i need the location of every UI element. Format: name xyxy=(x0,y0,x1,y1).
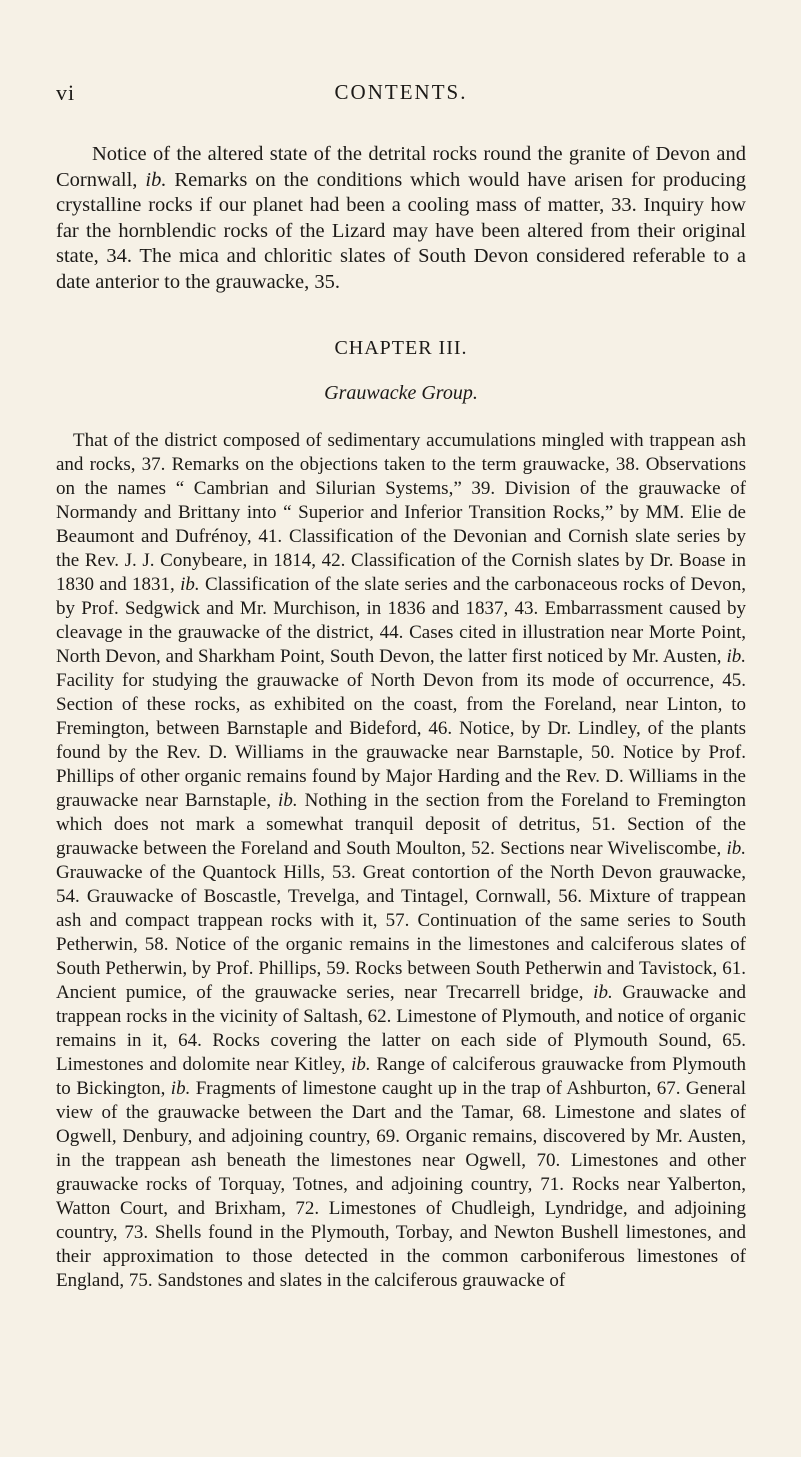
running-head xyxy=(56,80,746,124)
ibid-abbreviation: ib. xyxy=(278,790,298,811)
chapter-heading: CHAPTER III. xyxy=(334,337,468,359)
ibid-abbreviation: ib. xyxy=(170,1078,191,1099)
intro-paragraph: Notice of the altered state of the detrital rocks round the granite of Devon and Cornwall, ib. Remarks on the conditions which would have arisen for producing crystalline rocks if our planet had been a cooling mass of matter, 33. Inquiry how far the hornblendic rocks of the Lizard may have been altered from their original state, 34. The mica and chloritic slates of South Devon considered referable to a date anterior to the grauwacke, 35. xyxy=(56,143,746,293)
ibid-abbreviation: ib. xyxy=(180,574,200,595)
ibid-abbreviation: ib. xyxy=(726,838,746,859)
running-head-title: CONTENTS. xyxy=(334,80,468,104)
chapter-summary-paragraph: That of the district composed of sedimentary accumulations mingled with trappean ash and rocks, 37. Remarks on the objections taken to the term grauwacke, 38. Observations on the names “ Cambrian and Silurian Systems,” 39. Division of the grauwacke of Normandy and Brittany into “ Superior and Inferior Transition Rocks,” by MM. Elie de Beaumont and Dufrénoy, 41. Classification of the Devonian and Cornish slate series by the Rev. J. J. Conybeare, in 1814, 42. Classification of the Cornish slates by Dr. Boase in 1830 and 1831, ib. Classification of the slate series and the carbonaceous rocks of Devon, by Prof. Sedgwick and Mr. Murchison, in 1836 and 1837, 43. Embarrassment caused by cleavage in the grauwacke of the district, 44. Cases cited in illustration near Morte Point, North Devon, and Sharkham Point, South Devon, the latter first noticed by Mr. Austen, ib. Facility for studying the grauwacke of North Devon from its mode of occurrence, 45. Section of these rocks, as exhibited on the coast, from the Foreland, near Linton, to Fremington, between Barnstaple and Bideford, 46. Notice, by Dr. Lindley, of the plants found by the Rev. D. Williams in the grauwacke near Barnstaple, 50. Notice by Prof. Phillips of other organic remains found by Major Harding and the Rev. D. Williams in the grauwacke near Barnstaple, ib. Nothing in the section from the Foreland to Fremington which does not mark a somewhat tranquil deposit of detritus, 51. Section of the grauwacke between the Foreland and South Moulton, 52. Sections near Wiveliscombe, ib. Grauwacke of the Quantock Hills, 53. Great contortion of the North Devon grauwacke, 54. Grauwacke of Boscastle, Trevelga, and Tintagel, Cornwall, 56. Mixture of trappean ash and compact trappean rocks with it, 57. Continuation of the same series to South Petherwin, 58. Notice of the organic remains in the limestones and calciferous slates of South Petherwin, by Prof. Phillips, 59. Rocks between South Petherwin and Tavistock, 61. Ancient pumice, of the grauwacke series, near Trecarrell bridge, ib. Grauwacke and trappean rocks in the vicinity of Saltash, 62. Limestone of Plymouth, and notice of organic remains in it, 64. Rocks covering the latter on each side of Plymouth Sound, 65. Limestones and dolomite near Kitley, ib. Range of calciferous grauwacke from Plymouth to Bickington, ib. Fragments of limestone caught up in the trap of Ashburton, 67. General view of the grauwacke between the Dart and the Tamar, 68. Limestone and slates of Ogwell, Denbury, and adjoining country, 69. Organic remains, discovered by Mr. Austen, in the trappean ash beneath the limestones near Ogwell, 70. Limestones and other grauwacke rocks of Torquay, Totnes, and adjoining country, 71. Rocks near Yalberton, Watton Court, and Brixham, 72. Limestones of Chudleigh, Lyndridge, and adjoining country, 73. Shells found in the Plymouth, Torbay, and Newton Bushell limestones, and their approximation to those detected in the common carboniferous limestones of England, 75. Sandstones and slates in the calciferous grauwacke of xyxy=(56,430,747,1291)
chapter-subtitle: Grauwacke Group. xyxy=(324,382,478,404)
ibid-abbreviation: ib. xyxy=(145,168,167,191)
ibid-abbreviation: ib. xyxy=(593,982,613,1003)
ibid-abbreviation: ib. xyxy=(726,646,746,667)
page-number: vi xyxy=(56,80,76,105)
ibid-abbreviation: ib. xyxy=(351,1054,371,1075)
